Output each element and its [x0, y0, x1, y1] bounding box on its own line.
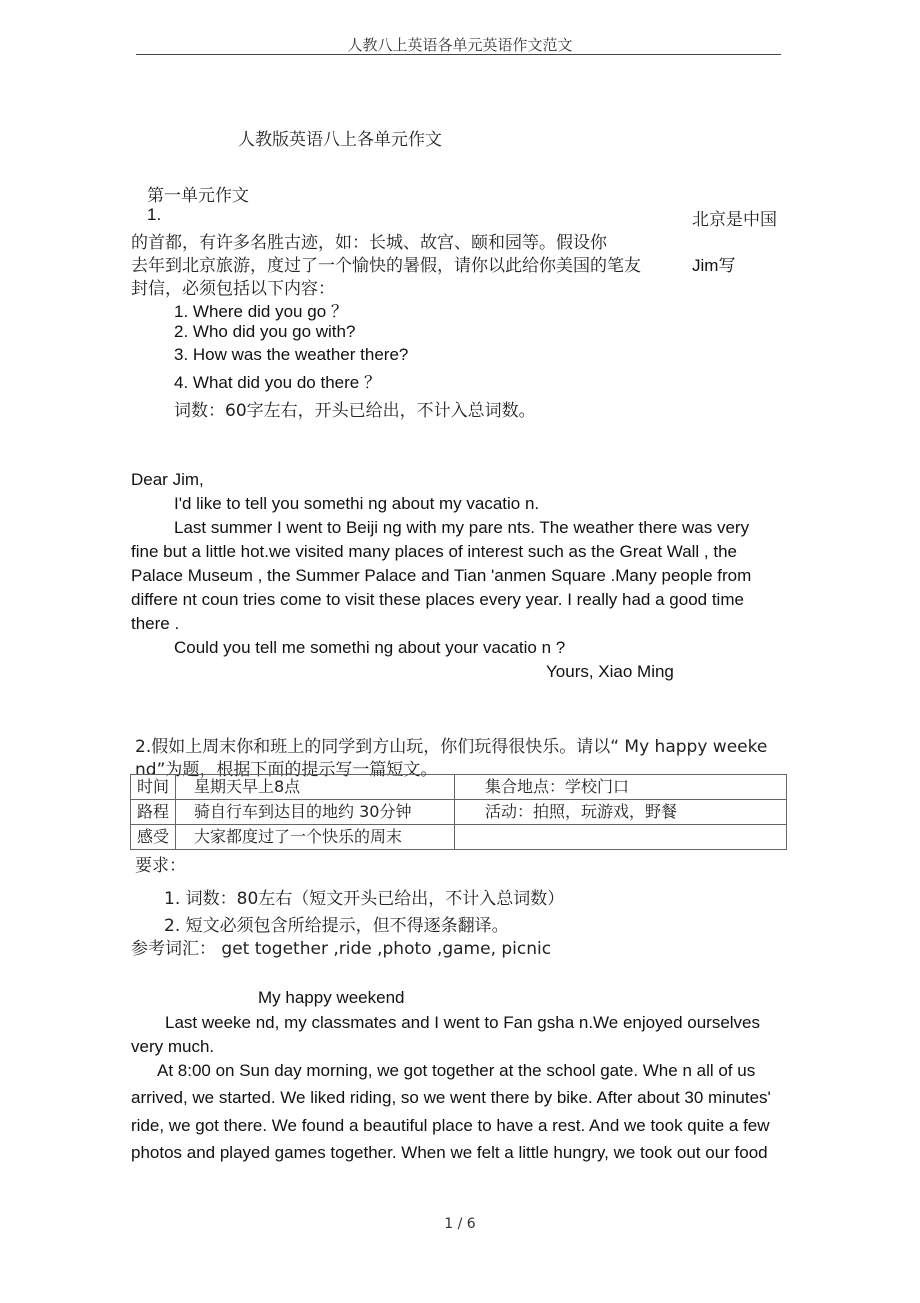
- prompt-table: [130, 774, 787, 850]
- word-count-note: 词数：60字左右，开头已给出，不计入总词数。: [174, 401, 536, 421]
- unit1-heading: 第一单元作文: [147, 186, 249, 206]
- question-item: 3. How was the weather there?: [174, 345, 409, 364]
- letter-line: Palace Museum , the Summer Palace and Tian 'anmen Square .Many people from: [131, 566, 752, 585]
- question-item: 1. Where did you go ？: [174, 302, 348, 321]
- table-cell-key: 时间: [131, 775, 176, 800]
- letter-line: there .: [131, 614, 180, 633]
- letter-closing: Yours, Xiao Ming: [546, 662, 674, 681]
- essay-line: photos and played games together. When we felt a little hungry, we took out our food: [131, 1143, 768, 1162]
- question-item: 2. Who did you go with?: [174, 322, 356, 341]
- letter-line: Last summer I went to Beiji ng with my pare nts. The weather there was very: [174, 518, 750, 537]
- requirement-item: 1. 词数：80左右（短文开头已给出，不计入总词数）: [164, 889, 565, 909]
- table-cell-value: [455, 825, 787, 850]
- letter-line: Could you tell me somethi ng about your vacatio n ?: [174, 638, 566, 657]
- letter-line: differe nt coun tries come to visit these places every year. I really had a good time: [131, 590, 744, 609]
- task1-number: 1.: [147, 205, 162, 224]
- task1-line2: 的首都，有许多名胜古迹，如：长城、故宫、颐和园等。假设你: [131, 233, 607, 253]
- task2-prompt-line1: 2.假如上周末你和班上的同学到方山玩，你们玩得很快乐。请以“ My happy weeke: [135, 737, 768, 757]
- page-number: 1 / 6: [444, 1216, 476, 1232]
- question-item: 4. What did you do there ？: [174, 373, 381, 392]
- essay-line: arrived, we started. We liked riding, so we went there by bike. After about 30 minutes': [131, 1088, 771, 1107]
- header-divider: [136, 54, 781, 55]
- task1-line4: 封信，必须包括以下内容：: [131, 279, 335, 299]
- essay-title: My happy weekend: [258, 988, 405, 1007]
- essay-line: ride, we got there. We found a beautiful place to have a rest. And we took quite a few: [131, 1116, 770, 1135]
- task2-prompt-line2: nd”为题，根据下面的提示写一篇短文。: [135, 760, 438, 780]
- table-cell-key: 路程: [131, 800, 176, 825]
- table-cell-value: 集合地点：学校门口: [455, 775, 787, 800]
- table-row: [131, 800, 787, 825]
- table-cell-value: 骑自行车到达目的地约 30分钟: [176, 800, 455, 825]
- letter-line: I'd like to tell you somethi ng about my vacatio n.: [174, 494, 540, 513]
- table-cell-value: 大家都度过了一个快乐的周末: [176, 825, 455, 850]
- reference-vocab: 参考词汇： get together ,ride ,photo ,game, picnic: [131, 939, 552, 959]
- requirements-label: 要求：: [135, 856, 186, 876]
- letter-greeting: Dear Jim,: [131, 470, 204, 489]
- essay-line: Last weeke nd, my classmates and I went to Fan gsha n.We enjoyed ourselves: [165, 1013, 760, 1032]
- letter-line: fine but a little hot.we visited many places of interest such as the Great Wall , the: [131, 542, 737, 561]
- table-cell-value: 活动：拍照，玩游戏，野餐: [455, 800, 787, 825]
- running-header: 人教八上英语各单元英语作文范文: [347, 36, 573, 54]
- table-row: [131, 825, 787, 850]
- essay-line: very much.: [131, 1037, 215, 1056]
- table-cell-value: 星期天早上8点: [176, 775, 455, 800]
- essay-line: At 8:00 on Sun day morning, we got together at the school gate. Whe n all of us: [157, 1061, 756, 1080]
- task1-line3-right: Jim写: [692, 256, 736, 275]
- requirement-item: 2. 短文必须包含所给提示，但不得逐条翻译。: [164, 916, 509, 936]
- table-row: [131, 775, 787, 800]
- document-title: 人教版英语八上各单元作文: [238, 130, 442, 150]
- task1-line3: 去年到北京旅游，度过了一个愉快的暑假，请你以此给你美国的笔友: [131, 256, 641, 276]
- table-cell-key: 感受: [131, 825, 176, 850]
- task1-line1-right: 北京是中国: [692, 210, 777, 230]
